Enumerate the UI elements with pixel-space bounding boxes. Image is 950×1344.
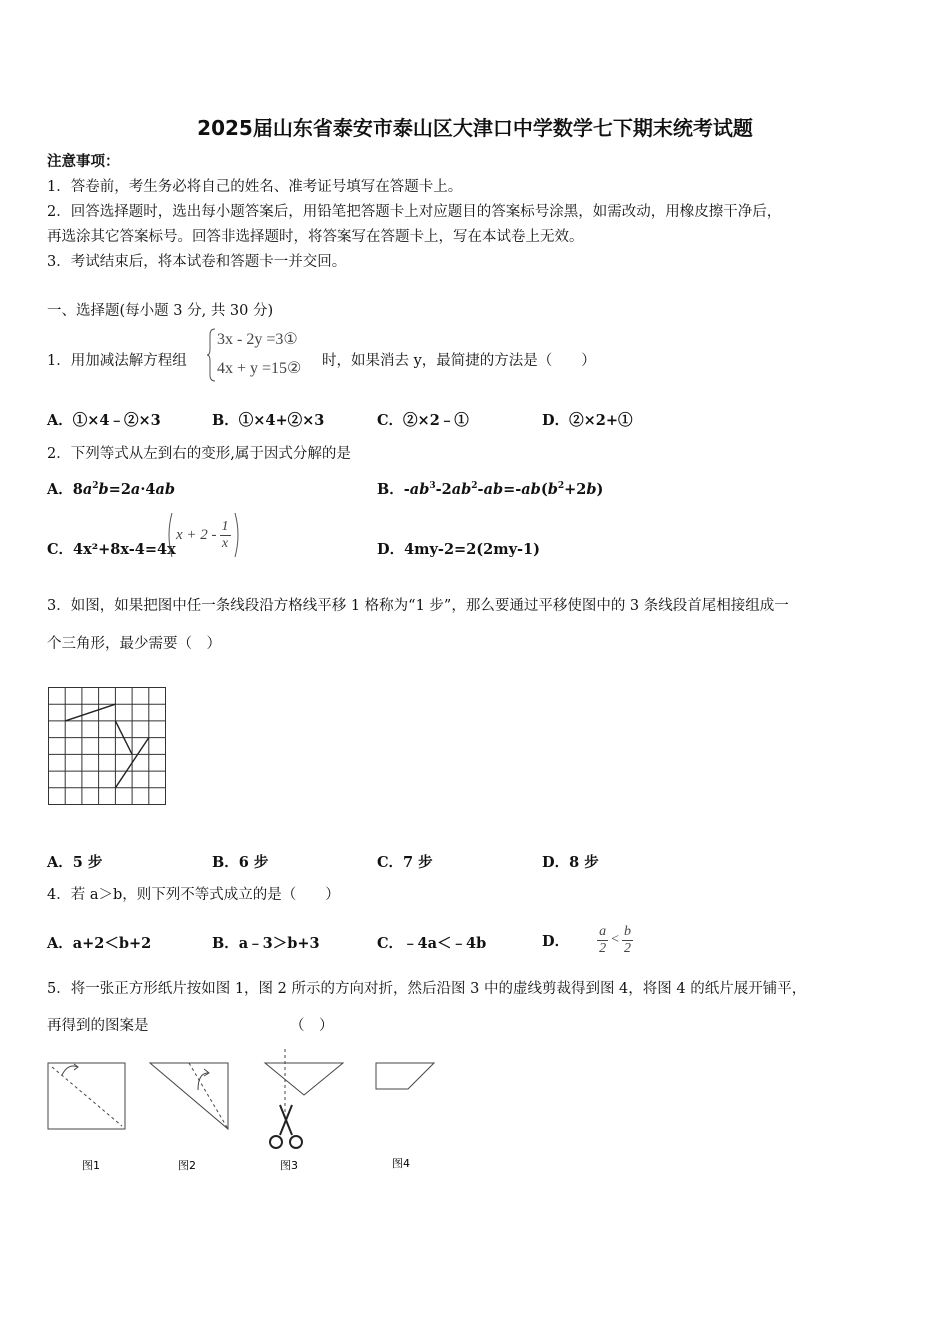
q3-grid-figure — [46, 685, 168, 807]
fig2-arrow — [198, 1073, 208, 1090]
q5-line-2: 再得到的图案是 — [47, 1018, 149, 1034]
fig3-triangle — [265, 1063, 343, 1095]
q5-line-1: 5．将一张正方形纸片按如图 1，图 2 所示的方向对折，然后沿图 3 中的虚线剪裁得到图 4，将图 4 的纸片展开铺平， — [47, 981, 807, 997]
page-title: 2025届山东省泰安市泰山区大津口中学数学七下期末统考试题 — [197, 116, 753, 140]
q4-option-d-label: D． — [542, 932, 570, 950]
q4-option-c[interactable]: C．﹣4a＜﹣4b — [377, 935, 487, 952]
section-heading: 一、选择题(每小题 3 分, 共 30 分) — [47, 303, 274, 319]
q2-option-d[interactable] — [377, 538, 540, 559]
q4-option-d-less-than: < — [611, 932, 619, 947]
q2-option-d-expr: 4my-2=2(2my-1) — [404, 541, 540, 558]
q1-option-b[interactable]: B．①×4+②×3 — [212, 412, 325, 429]
fig3-label: 图3 — [280, 1159, 298, 1172]
q5-answer-paren: （ ） — [290, 1018, 334, 1034]
q3-option-d[interactable]: D．8 步 — [542, 854, 599, 871]
q1-prefix: 1．用加减法解方程组 — [47, 353, 187, 369]
fig2-triangle — [150, 1063, 228, 1129]
notes-item: 再选涂其它答案标号。回答非选择题时，将答案写在答题卡上，写在本试卷上无效。 — [47, 229, 584, 245]
fraction-denominator: 2 — [599, 940, 607, 956]
q3-option-a[interactable]: A．5 步 — [47, 854, 103, 871]
segment-1 — [65, 704, 115, 721]
q4-option-d[interactable] — [542, 918, 633, 962]
fig2-label: 图2 — [178, 1159, 196, 1172]
fig4-label: 图4 — [392, 1157, 410, 1170]
q2-option-d-label: D． — [377, 541, 405, 558]
notes-item: 3．考试结束后，将本试卷和答题卡一并交回。 — [47, 254, 347, 270]
q2-option-c-expr: 4x²+8x-4=4x — [73, 541, 176, 558]
fig1-label: 图1 — [82, 1159, 100, 1172]
fig1-fold-line — [52, 1067, 122, 1126]
notes-heading: 注意事项： — [47, 153, 120, 170]
q3-option-c[interactable]: C．7 步 — [377, 854, 433, 871]
q4-option-b[interactable]: B．a﹣3＞b+3 — [212, 935, 320, 952]
q4-option-d-fraction-right — [622, 924, 633, 957]
q2-option-b[interactable] — [377, 478, 603, 499]
fig4-shape — [376, 1063, 434, 1089]
q2-option-c-paren-group — [165, 512, 242, 558]
fraction-denominator: 2 — [623, 940, 631, 956]
left-paren-icon — [165, 512, 173, 558]
scissors-icon — [270, 1105, 302, 1148]
q2-option-a-expr: $8a^2b=2a\cdot 4ab$ — [72, 481, 176, 498]
q2-option-c-fraction — [220, 519, 231, 552]
q1-suffix: 时，如果消去 y，最简捷的方法是（ ） — [322, 353, 596, 369]
fraction-numerator: b — [623, 923, 631, 939]
q2-option-c[interactable] — [47, 538, 176, 559]
q4-option-a[interactable]: A．a+2＜b+2 — [47, 935, 152, 952]
q2-option-c-paren-text: x + 2 - — [176, 526, 217, 543]
q1-equation-2: 4x + y =15② — [217, 360, 302, 377]
q3-option-b[interactable]: B．6 步 — [212, 854, 269, 871]
q1-option-d[interactable]: D．②×2+① — [542, 412, 633, 429]
brace-icon — [207, 327, 217, 383]
q4-option-d-fraction-left — [597, 924, 608, 957]
q1-equation-1: 3x - 2y =3① — [217, 331, 298, 348]
q4-stem: 4．若 a＞b，则下列不等式成立的是（ ） — [47, 887, 340, 903]
q2-option-b-expr: $-ab^3-2ab^2-ab=-ab(b^2+2b)$ — [403, 481, 604, 498]
q5-folding-figures — [40, 1045, 450, 1180]
fig1-arrow — [62, 1066, 78, 1075]
q2-option-a[interactable] — [47, 478, 175, 499]
fraction-denominator: x — [221, 535, 229, 551]
notes-item: 1．答卷前，考生务必将自己的姓名、准考证号填写在答题卡上。 — [47, 179, 463, 195]
q2-stem: 2．下列等式从左到右的变形,属于因式分解的是 — [47, 446, 351, 462]
q2-option-a-label: A． — [47, 481, 73, 498]
q1-option-c[interactable]: C．②×2﹣① — [377, 412, 469, 429]
fraction-numerator: 1 — [221, 518, 229, 534]
q3-line-1: 3．如图，如果把图中任一条线段沿方格线平移 1 格称为“1 步”，那么要通过平移使图中的 3 条线段首尾相接组成一 — [47, 598, 789, 614]
right-paren-icon — [234, 512, 242, 558]
fraction-numerator: a — [599, 923, 607, 939]
q2-option-b-label: B． — [377, 481, 404, 498]
notes-item: 2．回答选择题时，选出每小题答案后，用铅笔把答题卡上对应题目的答案标号涂黑，如需改动，用橡皮擦干净后， — [47, 204, 782, 220]
q1-option-a[interactable]: A．①×4﹣②×3 — [47, 412, 161, 429]
q3-line-2: 个三角形，最少需要（ ） — [47, 636, 221, 652]
q2-option-c-label: C． — [47, 541, 74, 558]
